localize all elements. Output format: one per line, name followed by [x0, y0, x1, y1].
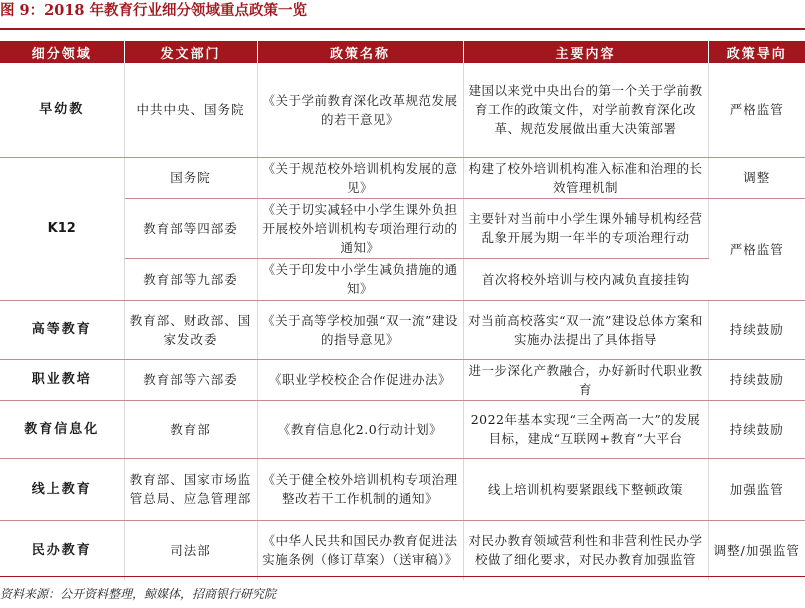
domain-cell: 教育信息化: [0, 400, 124, 458]
policy-cell: 《关于高等学校加强“双一流”建设的指导意见》: [257, 300, 463, 359]
dept-cell: 教育部: [124, 400, 257, 458]
orient-cell: 严格监管: [708, 198, 805, 300]
content-cell: 对当前高校落实“双一流”建设总体方案和实施办法提出了具体指导: [463, 300, 708, 359]
orient-cell: 持续鼓励: [708, 359, 805, 400]
content-cell: 首次将校外培训与校内减负直接挂钩: [463, 258, 708, 300]
domain-cell: 早幼教: [0, 63, 124, 157]
header-orient: 政策导向: [708, 41, 805, 63]
table-bottom-divider: [0, 576, 805, 577]
table-row: [0, 458, 805, 520]
dept-cell: 国务院: [124, 157, 257, 198]
header-policy: 政策名称: [257, 41, 463, 63]
content-cell: 构建了校外培训机构准入标准和治理的长效管理机制: [463, 157, 708, 198]
policy-cell: 《关于规范校外培训机构发展的意见》: [257, 157, 463, 198]
dept-cell: 教育部等九部委: [124, 258, 257, 300]
header-content: 主要内容: [463, 41, 708, 63]
policy-cell: 《教育信息化2.0行动计划》: [257, 400, 463, 458]
orient-cell: 持续鼓励: [708, 400, 805, 458]
table-row: [0, 157, 805, 198]
policy-cell: 《关于健全校外培训机构专项治理整改若干工作机制的通知》: [257, 458, 463, 520]
source-note: 资料来源：公开资料整理，鲸媒体，招商银行研究院: [0, 587, 277, 601]
content-cell: 2022年基本实现“三全两高一大”的发展目标，建成“互联网+教育”大平台: [463, 400, 708, 458]
figure-caption: 图 9：2018 年教育行业细分领域重点政策一览: [0, 2, 308, 19]
dept-cell: 教育部、国家市场监管总局、应急管理部: [124, 458, 257, 520]
policy-cell: 《关于印发中小学生减负措施的通知》: [257, 258, 463, 300]
content-cell: 对民办教育领域营利性和非营利性民办学校做了细化要求，对民办教育加强监管: [463, 520, 708, 580]
content-cell: 主要针对当前中小学生课外辅导机构经营乱象开展为期一年半的专项治理行动: [463, 198, 708, 258]
domain-cell: 高等教育: [0, 300, 124, 359]
dept-cell: 教育部等四部委: [124, 198, 257, 258]
dept-cell: 司法部: [124, 520, 257, 580]
content-cell: 建国以来党中央出台的第一个关于学前教育工作的政策文件，对学前教育深化改革、规范发展做出重大决策部署: [463, 63, 708, 157]
orient-cell: 调整: [708, 157, 805, 198]
dept-cell: 中共中央、国务院: [124, 63, 257, 157]
policy-cell: 《职业学校校企合作促进办法》: [257, 359, 463, 400]
dept-cell: 教育部、财政部、国家发改委: [124, 300, 257, 359]
orient-cell: 加强监管: [708, 458, 805, 520]
table-row: [0, 359, 805, 400]
content-cell: 进一步深化产教融合，办好新时代职业教育: [463, 359, 708, 400]
table-row: [0, 520, 805, 580]
policy-cell: 《关于切实减轻中小学生课外负担开展校外培训机构专项治理行动的通知》: [257, 198, 463, 258]
domain-cell: 职业教培: [0, 359, 124, 400]
domain-cell: 线上教育: [0, 458, 124, 520]
policy-cell: 《关于学前教育深化改革规范发展的若干意见》: [257, 63, 463, 157]
orient-cell: 严格监管: [708, 63, 805, 157]
dept-cell: 教育部等六部委: [124, 359, 257, 400]
policy-table: [0, 41, 805, 580]
table-row: [0, 300, 805, 359]
table-header-row: [0, 41, 805, 63]
policy-cell: 《中华人民共和国民办教育促进法实施条例（修订草案）（送审稿）》: [257, 520, 463, 580]
domain-cell: K12: [0, 157, 124, 300]
table-row: [0, 400, 805, 458]
table-row: [0, 63, 805, 157]
content-cell: 线上培训机构要紧跟线下整顿政策: [463, 458, 708, 520]
orient-cell: 持续鼓励: [708, 300, 805, 359]
domain-cell: 民办教育: [0, 520, 124, 580]
caption-divider: [0, 28, 805, 30]
orient-cell: 调整/加强监管: [713, 542, 800, 558]
header-domain: 细分领域: [0, 41, 124, 63]
header-dept: 发文部门: [124, 41, 257, 63]
